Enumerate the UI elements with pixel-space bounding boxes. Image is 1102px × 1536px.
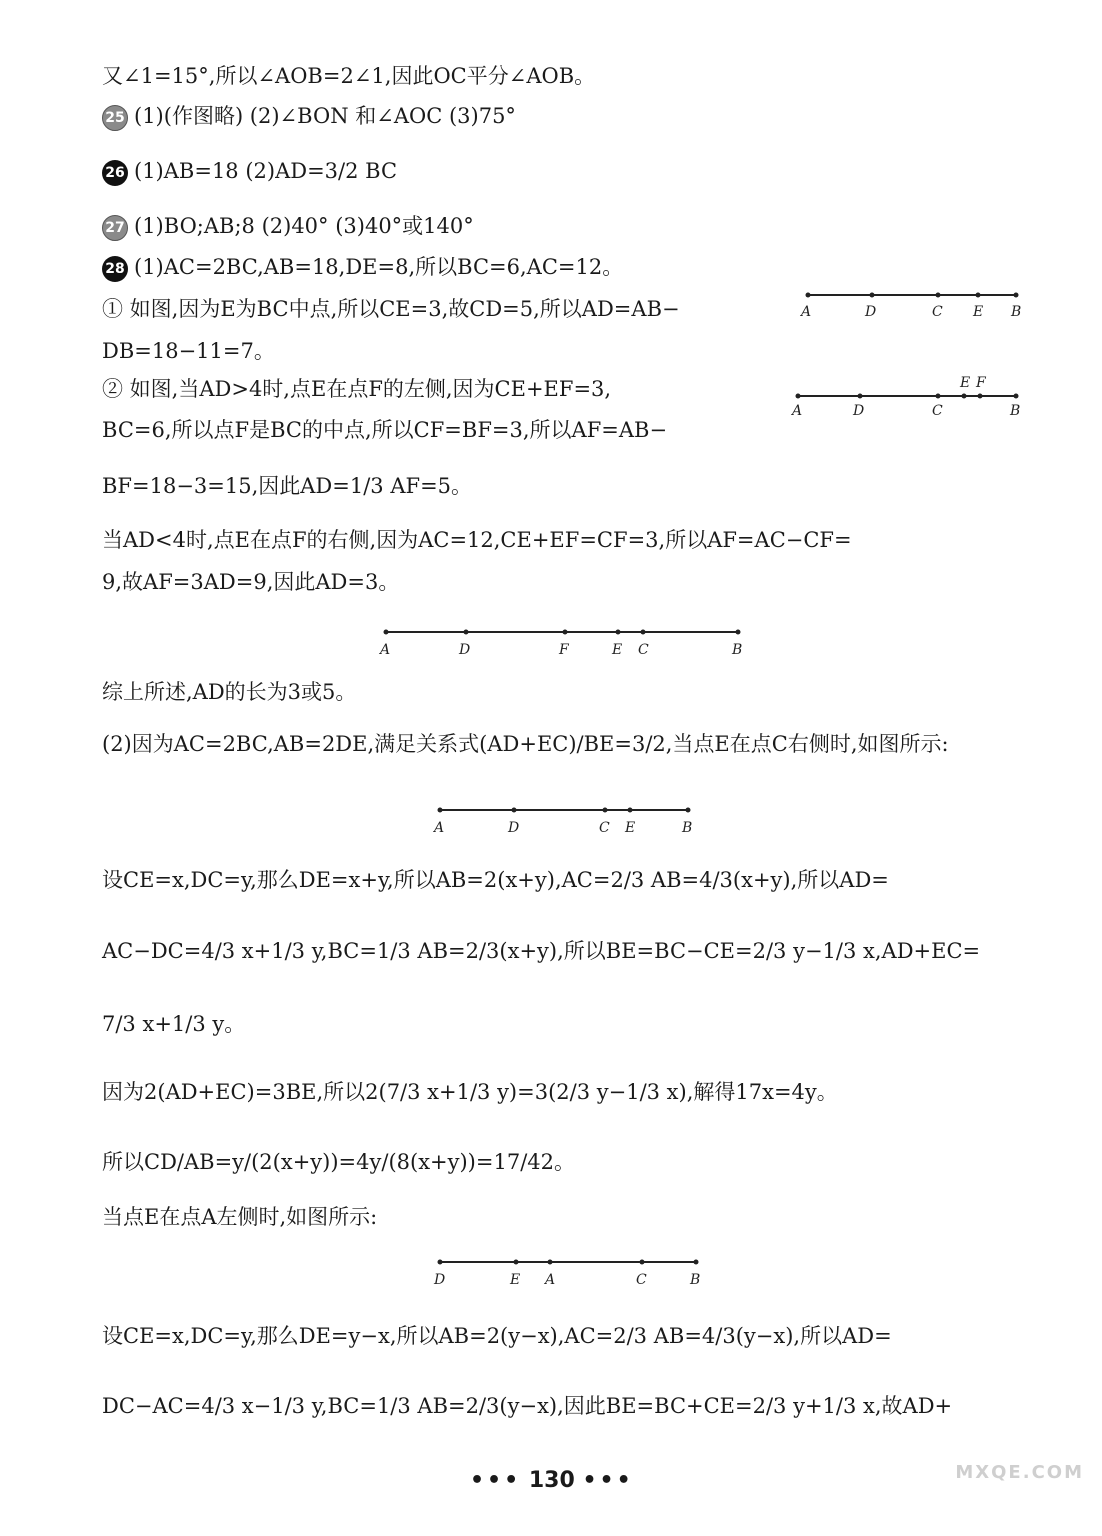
label-c: C xyxy=(932,304,943,320)
page-number: 130 xyxy=(528,1468,575,1493)
label-e: E xyxy=(973,304,984,320)
answer-26-text: (1)AB=18 (2)AD=3/2 BC xyxy=(134,159,398,183)
point-d xyxy=(858,394,863,399)
footer-dots-right: ••• xyxy=(582,1468,634,1493)
label-e: E xyxy=(612,642,623,658)
line-10: BF=18−3=15,因此AD=1/3 AF=5。 xyxy=(102,474,473,498)
point-c xyxy=(640,1260,645,1265)
label-d: D xyxy=(853,403,865,419)
label-a: A xyxy=(801,304,812,320)
line-8: ② 如图,当AD>4时,点E在点F的左侧,因为CE+EF=3, xyxy=(102,377,612,401)
line-17: 7/3 x+1/3 y。 xyxy=(102,1012,246,1036)
label-e: E xyxy=(625,820,636,836)
label-c: C xyxy=(636,1272,647,1288)
answer-27-text: (1)BO;AB;8 (2)40° (3)40°或140° xyxy=(134,214,474,238)
answer-25 xyxy=(102,102,516,131)
label-d: D xyxy=(459,642,471,658)
label-a: A xyxy=(434,820,445,836)
label-b: B xyxy=(682,820,693,836)
segment-figure-2 xyxy=(790,373,1026,421)
label-b: B xyxy=(1011,304,1022,320)
point-b xyxy=(1014,394,1019,399)
label-f: F xyxy=(976,375,986,391)
point-e xyxy=(628,808,633,813)
point-e xyxy=(962,394,967,399)
point-a xyxy=(548,1260,553,1265)
point-f xyxy=(978,394,983,399)
question-badge-26: 26 xyxy=(102,160,128,186)
label-a: A xyxy=(792,403,803,419)
line-20: 当点E在点A左侧时,如图所示: xyxy=(102,1205,378,1229)
question-badge-28: 28 xyxy=(102,256,128,282)
label-b: B xyxy=(690,1272,701,1288)
point-c xyxy=(936,293,941,298)
segment-figure-1 xyxy=(798,286,1028,320)
point-e xyxy=(514,1260,519,1265)
segment-figure-5 xyxy=(424,1254,709,1290)
label-f: F xyxy=(559,642,569,658)
footer-dots-left: ••• xyxy=(470,1468,522,1493)
point-a xyxy=(438,808,443,813)
point-b xyxy=(1014,293,1019,298)
point-d xyxy=(870,293,875,298)
answer-25-text: (1)(作图略) (2)∠BON 和∠AOC (3)75° xyxy=(134,104,516,128)
segment-figure-4 xyxy=(432,802,702,838)
line-21: 设CE=x,DC=y,那么DE=y−x,所以AB=2(y−x),AC=2/3 AB=4/3(y−x),所以AD= xyxy=(102,1324,892,1348)
point-d xyxy=(438,1260,443,1265)
point-c xyxy=(936,394,941,399)
point-b xyxy=(694,1260,699,1265)
line-15: 设CE=x,DC=y,那么DE=x+y,所以AB=2(x+y),AC=2/3 AB=4/3(x+y),所以AD= xyxy=(102,868,889,892)
point-d xyxy=(512,808,517,813)
line-14: (2)因为AC=2BC,AB=2DE,满足关系式(AD+EC)/BE=3/2,当点E在点C右侧时,如图所示: xyxy=(102,732,949,756)
answer-26 xyxy=(102,157,397,186)
label-c: C xyxy=(932,403,943,419)
label-d: D xyxy=(434,1272,446,1288)
label-d: D xyxy=(508,820,520,836)
line-19: 所以CD/AB=y/(2(x+y))=4y/(8(x+y))=17/42。 xyxy=(102,1150,575,1174)
point-b xyxy=(686,808,691,813)
line-18: 因为2(AD+EC)=3BE,所以2(7/3 x+1/3 y)=3(2/3 y−1/3 x),解得17x=4y。 xyxy=(102,1080,838,1104)
label-c: C xyxy=(599,820,610,836)
label-a: A xyxy=(380,642,391,658)
point-c xyxy=(603,808,608,813)
line-6: ① 如图,因为E为BC中点,所以CE=3,故CD=5,所以AD=AB− xyxy=(102,297,680,321)
line-13: 综上所述,AD的长为3或5。 xyxy=(102,680,357,704)
answer-28-text: (1)AC=2BC,AB=18,DE=8,所以BC=6,AC=12。 xyxy=(134,255,624,279)
point-e xyxy=(616,630,621,635)
label-b: B xyxy=(732,642,743,658)
point-a xyxy=(796,394,801,399)
line-22: DC−AC=4/3 x−1/3 y,BC=1/3 AB=2/3(y−x),因此BE=BC+CE=2/3 y+1/3 x,故AD+ xyxy=(102,1394,953,1418)
label-b: B xyxy=(1010,403,1021,419)
line-9: BC=6,所以点F是BC的中点,所以CF=BF=3,所以AF=AB− xyxy=(102,418,668,442)
question-badge-27: 27 xyxy=(102,215,128,241)
answer-27 xyxy=(102,212,474,241)
point-f xyxy=(563,630,568,635)
segment-figure-3 xyxy=(378,624,748,660)
point-e xyxy=(976,293,981,298)
question-badge-25: 25 xyxy=(102,105,128,131)
label-e: E xyxy=(960,375,971,391)
point-a xyxy=(806,293,811,298)
point-c xyxy=(641,630,646,635)
point-a xyxy=(384,630,389,635)
line-1: 又∠1=15°,所以∠AOB=2∠1,因此OC平分∠AOB。 xyxy=(102,64,596,88)
line-11: 当AD<4时,点E在点F的右侧,因为AC=12,CE+EF=CF=3,所以AF=AC−CF= xyxy=(102,528,852,552)
label-d: D xyxy=(865,304,877,320)
line-7: DB=18−11=7。 xyxy=(102,339,275,363)
point-d xyxy=(464,630,469,635)
page-footer xyxy=(470,1468,634,1493)
watermark: MXQE.COM xyxy=(955,1462,1084,1483)
label-a: A xyxy=(545,1272,556,1288)
line-16: AC−DC=4/3 x+1/3 y,BC=1/3 AB=2/3(x+y),所以BE=BC−CE=2/3 y−1/3 x,AD+EC= xyxy=(102,939,981,963)
line-12: 9,故AF=3AD=9,因此AD=3。 xyxy=(102,570,400,594)
point-b xyxy=(736,630,741,635)
answer-28 xyxy=(102,253,623,282)
label-c: C xyxy=(638,642,649,658)
label-e: E xyxy=(510,1272,521,1288)
